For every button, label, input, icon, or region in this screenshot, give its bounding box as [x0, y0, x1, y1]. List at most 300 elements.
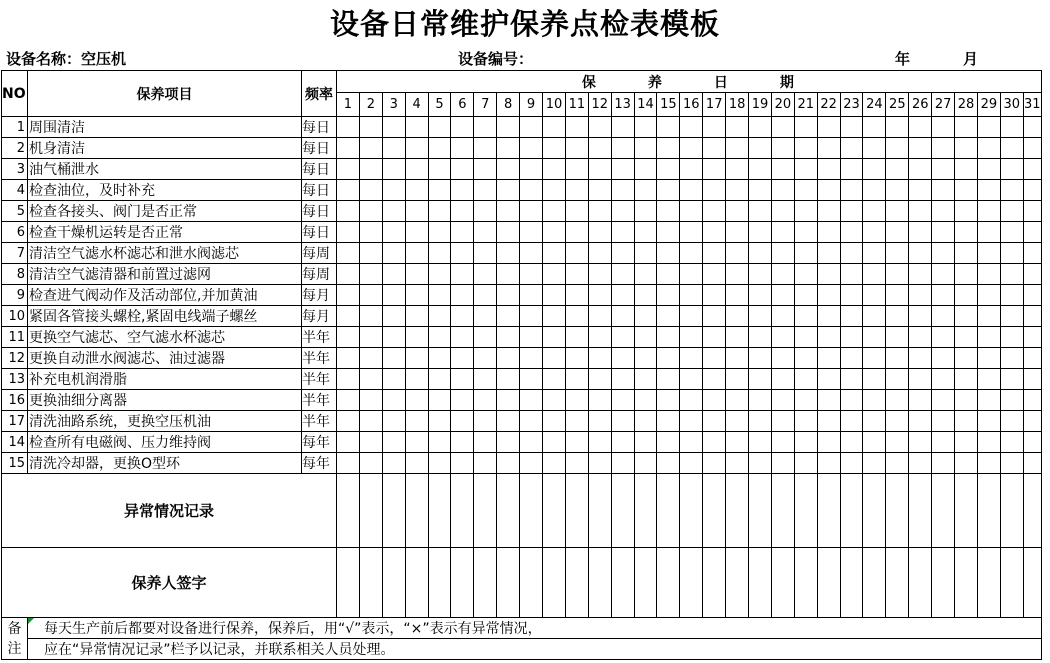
- check-cell[interactable]: [428, 138, 451, 159]
- check-cell[interactable]: [1000, 117, 1023, 138]
- signature-cell[interactable]: [474, 548, 497, 618]
- check-cell[interactable]: [863, 306, 886, 327]
- check-cell[interactable]: [611, 327, 634, 348]
- check-cell[interactable]: [657, 348, 680, 369]
- check-cell[interactable]: [955, 390, 978, 411]
- check-cell[interactable]: [1023, 369, 1041, 390]
- check-cell[interactable]: [840, 327, 863, 348]
- check-cell[interactable]: [817, 117, 840, 138]
- check-cell[interactable]: [451, 306, 474, 327]
- check-cell[interactable]: [977, 390, 1000, 411]
- check-cell[interactable]: [726, 285, 749, 306]
- check-cell[interactable]: [1023, 201, 1041, 222]
- signature-cell[interactable]: [977, 548, 1000, 618]
- check-cell[interactable]: [405, 432, 428, 453]
- check-cell[interactable]: [840, 390, 863, 411]
- check-cell[interactable]: [588, 432, 611, 453]
- check-cell[interactable]: [543, 306, 566, 327]
- check-cell[interactable]: [863, 285, 886, 306]
- check-cell[interactable]: [1000, 159, 1023, 180]
- check-cell[interactable]: [337, 348, 360, 369]
- check-cell[interactable]: [382, 369, 405, 390]
- check-cell[interactable]: [680, 117, 703, 138]
- check-cell[interactable]: [497, 369, 520, 390]
- check-cell[interactable]: [451, 243, 474, 264]
- check-cell[interactable]: [840, 159, 863, 180]
- check-cell[interactable]: [1000, 180, 1023, 201]
- check-cell[interactable]: [703, 411, 726, 432]
- check-cell[interactable]: [337, 117, 360, 138]
- check-cell[interactable]: [497, 201, 520, 222]
- check-cell[interactable]: [428, 201, 451, 222]
- check-cell[interactable]: [749, 264, 772, 285]
- abnormal-record-cell[interactable]: [955, 474, 978, 548]
- check-cell[interactable]: [588, 369, 611, 390]
- check-cell[interactable]: [817, 411, 840, 432]
- check-cell[interactable]: [794, 180, 817, 201]
- check-cell[interactable]: [977, 201, 1000, 222]
- check-cell[interactable]: [977, 411, 1000, 432]
- check-cell[interactable]: [886, 222, 909, 243]
- check-cell[interactable]: [543, 138, 566, 159]
- check-cell[interactable]: [337, 138, 360, 159]
- check-cell[interactable]: [474, 180, 497, 201]
- check-cell[interactable]: [749, 411, 772, 432]
- signature-cell[interactable]: [520, 548, 543, 618]
- check-cell[interactable]: [359, 138, 382, 159]
- check-cell[interactable]: [840, 285, 863, 306]
- check-cell[interactable]: [359, 243, 382, 264]
- check-cell[interactable]: [520, 390, 543, 411]
- check-cell[interactable]: [634, 327, 657, 348]
- check-cell[interactable]: [932, 243, 955, 264]
- check-cell[interactable]: [451, 159, 474, 180]
- check-cell[interactable]: [337, 390, 360, 411]
- check-cell[interactable]: [977, 327, 1000, 348]
- check-cell[interactable]: [955, 306, 978, 327]
- check-cell[interactable]: [543, 348, 566, 369]
- check-cell[interactable]: [771, 201, 794, 222]
- check-cell[interactable]: [543, 117, 566, 138]
- check-cell[interactable]: [565, 201, 588, 222]
- check-cell[interactable]: [405, 201, 428, 222]
- check-cell[interactable]: [359, 285, 382, 306]
- signature-cell[interactable]: [817, 548, 840, 618]
- check-cell[interactable]: [1023, 222, 1041, 243]
- check-cell[interactable]: [1023, 159, 1041, 180]
- check-cell[interactable]: [337, 453, 360, 474]
- check-cell[interactable]: [955, 285, 978, 306]
- check-cell[interactable]: [863, 453, 886, 474]
- check-cell[interactable]: [817, 201, 840, 222]
- signature-cell[interactable]: [497, 548, 520, 618]
- check-cell[interactable]: [840, 411, 863, 432]
- check-cell[interactable]: [428, 327, 451, 348]
- check-cell[interactable]: [977, 222, 1000, 243]
- check-cell[interactable]: [611, 348, 634, 369]
- check-cell[interactable]: [405, 390, 428, 411]
- check-cell[interactable]: [428, 285, 451, 306]
- check-cell[interactable]: [451, 222, 474, 243]
- check-cell[interactable]: [1023, 180, 1041, 201]
- abnormal-record-cell[interactable]: [543, 474, 566, 548]
- check-cell[interactable]: [909, 411, 932, 432]
- check-cell[interactable]: [771, 138, 794, 159]
- check-cell[interactable]: [474, 453, 497, 474]
- check-cell[interactable]: [497, 327, 520, 348]
- check-cell[interactable]: [771, 348, 794, 369]
- check-cell[interactable]: [451, 201, 474, 222]
- check-cell[interactable]: [359, 327, 382, 348]
- check-cell[interactable]: [932, 306, 955, 327]
- check-cell[interactable]: [817, 285, 840, 306]
- check-cell[interactable]: [726, 432, 749, 453]
- check-cell[interactable]: [634, 348, 657, 369]
- check-cell[interactable]: [1023, 264, 1041, 285]
- signature-cell[interactable]: [382, 548, 405, 618]
- check-cell[interactable]: [337, 159, 360, 180]
- signature-cell[interactable]: [863, 548, 886, 618]
- check-cell[interactable]: [382, 159, 405, 180]
- check-cell[interactable]: [474, 159, 497, 180]
- check-cell[interactable]: [749, 306, 772, 327]
- check-cell[interactable]: [405, 138, 428, 159]
- check-cell[interactable]: [451, 117, 474, 138]
- check-cell[interactable]: [886, 390, 909, 411]
- check-cell[interactable]: [359, 411, 382, 432]
- check-cell[interactable]: [451, 264, 474, 285]
- check-cell[interactable]: [840, 201, 863, 222]
- check-cell[interactable]: [588, 453, 611, 474]
- check-cell[interactable]: [543, 390, 566, 411]
- check-cell[interactable]: [726, 369, 749, 390]
- check-cell[interactable]: [405, 306, 428, 327]
- check-cell[interactable]: [382, 201, 405, 222]
- check-cell[interactable]: [886, 180, 909, 201]
- check-cell[interactable]: [771, 222, 794, 243]
- check-cell[interactable]: [909, 201, 932, 222]
- check-cell[interactable]: [497, 117, 520, 138]
- check-cell[interactable]: [840, 180, 863, 201]
- check-cell[interactable]: [1000, 390, 1023, 411]
- check-cell[interactable]: [863, 369, 886, 390]
- check-cell[interactable]: [771, 306, 794, 327]
- abnormal-record-cell[interactable]: [794, 474, 817, 548]
- check-cell[interactable]: [680, 285, 703, 306]
- check-cell[interactable]: [634, 138, 657, 159]
- check-cell[interactable]: [909, 264, 932, 285]
- check-cell[interactable]: [1000, 432, 1023, 453]
- check-cell[interactable]: [840, 264, 863, 285]
- check-cell[interactable]: [817, 348, 840, 369]
- check-cell[interactable]: [634, 285, 657, 306]
- check-cell[interactable]: [451, 327, 474, 348]
- check-cell[interactable]: [565, 453, 588, 474]
- check-cell[interactable]: [680, 222, 703, 243]
- check-cell[interactable]: [359, 348, 382, 369]
- abnormal-record-cell[interactable]: [932, 474, 955, 548]
- signature-cell[interactable]: [771, 548, 794, 618]
- check-cell[interactable]: [955, 117, 978, 138]
- check-cell[interactable]: [1023, 306, 1041, 327]
- check-cell[interactable]: [543, 201, 566, 222]
- check-cell[interactable]: [497, 243, 520, 264]
- check-cell[interactable]: [1000, 348, 1023, 369]
- check-cell[interactable]: [405, 348, 428, 369]
- check-cell[interactable]: [749, 369, 772, 390]
- check-cell[interactable]: [863, 243, 886, 264]
- check-cell[interactable]: [977, 306, 1000, 327]
- check-cell[interactable]: [703, 453, 726, 474]
- check-cell[interactable]: [428, 264, 451, 285]
- check-cell[interactable]: [565, 327, 588, 348]
- check-cell[interactable]: [977, 159, 1000, 180]
- check-cell[interactable]: [588, 180, 611, 201]
- check-cell[interactable]: [794, 159, 817, 180]
- check-cell[interactable]: [588, 306, 611, 327]
- check-cell[interactable]: [1000, 306, 1023, 327]
- check-cell[interactable]: [932, 285, 955, 306]
- check-cell[interactable]: [840, 222, 863, 243]
- check-cell[interactable]: [794, 222, 817, 243]
- signature-cell[interactable]: [886, 548, 909, 618]
- check-cell[interactable]: [520, 369, 543, 390]
- check-cell[interactable]: [794, 285, 817, 306]
- signature-cell[interactable]: [680, 548, 703, 618]
- check-cell[interactable]: [382, 390, 405, 411]
- check-cell[interactable]: [359, 201, 382, 222]
- check-cell[interactable]: [474, 243, 497, 264]
- check-cell[interactable]: [977, 369, 1000, 390]
- check-cell[interactable]: [977, 117, 1000, 138]
- check-cell[interactable]: [634, 411, 657, 432]
- check-cell[interactable]: [337, 201, 360, 222]
- check-cell[interactable]: [955, 222, 978, 243]
- check-cell[interactable]: [405, 327, 428, 348]
- signature-cell[interactable]: [932, 548, 955, 618]
- check-cell[interactable]: [428, 180, 451, 201]
- signature-cell[interactable]: [428, 548, 451, 618]
- check-cell[interactable]: [680, 369, 703, 390]
- check-cell[interactable]: [1000, 201, 1023, 222]
- check-cell[interactable]: [840, 306, 863, 327]
- check-cell[interactable]: [886, 117, 909, 138]
- check-cell[interactable]: [932, 159, 955, 180]
- check-cell[interactable]: [1023, 390, 1041, 411]
- signature-cell[interactable]: [565, 548, 588, 618]
- check-cell[interactable]: [497, 432, 520, 453]
- check-cell[interactable]: [932, 390, 955, 411]
- check-cell[interactable]: [382, 264, 405, 285]
- check-cell[interactable]: [543, 159, 566, 180]
- check-cell[interactable]: [817, 159, 840, 180]
- check-cell[interactable]: [680, 306, 703, 327]
- check-cell[interactable]: [565, 159, 588, 180]
- check-cell[interactable]: [634, 159, 657, 180]
- abnormal-record-cell[interactable]: [749, 474, 772, 548]
- check-cell[interactable]: [863, 138, 886, 159]
- check-cell[interactable]: [382, 285, 405, 306]
- check-cell[interactable]: [955, 159, 978, 180]
- check-cell[interactable]: [749, 180, 772, 201]
- check-cell[interactable]: [955, 201, 978, 222]
- check-cell[interactable]: [520, 159, 543, 180]
- check-cell[interactable]: [703, 390, 726, 411]
- check-cell[interactable]: [337, 306, 360, 327]
- check-cell[interactable]: [794, 327, 817, 348]
- check-cell[interactable]: [657, 222, 680, 243]
- check-cell[interactable]: [955, 138, 978, 159]
- check-cell[interactable]: [565, 369, 588, 390]
- check-cell[interactable]: [634, 390, 657, 411]
- abnormal-record-cell[interactable]: [977, 474, 1000, 548]
- check-cell[interactable]: [428, 243, 451, 264]
- check-cell[interactable]: [611, 117, 634, 138]
- check-cell[interactable]: [726, 264, 749, 285]
- check-cell[interactable]: [932, 201, 955, 222]
- check-cell[interactable]: [955, 453, 978, 474]
- check-cell[interactable]: [703, 243, 726, 264]
- check-cell[interactable]: [1023, 243, 1041, 264]
- check-cell[interactable]: [726, 453, 749, 474]
- abnormal-record-cell[interactable]: [451, 474, 474, 548]
- check-cell[interactable]: [428, 348, 451, 369]
- check-cell[interactable]: [955, 369, 978, 390]
- check-cell[interactable]: [955, 243, 978, 264]
- check-cell[interactable]: [703, 369, 726, 390]
- check-cell[interactable]: [382, 306, 405, 327]
- check-cell[interactable]: [657, 390, 680, 411]
- check-cell[interactable]: [428, 117, 451, 138]
- check-cell[interactable]: [474, 138, 497, 159]
- check-cell[interactable]: [932, 411, 955, 432]
- check-cell[interactable]: [451, 390, 474, 411]
- check-cell[interactable]: [749, 453, 772, 474]
- abnormal-record-cell[interactable]: [657, 474, 680, 548]
- check-cell[interactable]: [543, 369, 566, 390]
- check-cell[interactable]: [520, 432, 543, 453]
- check-cell[interactable]: [932, 222, 955, 243]
- check-cell[interactable]: [977, 243, 1000, 264]
- check-cell[interactable]: [680, 348, 703, 369]
- check-cell[interactable]: [405, 264, 428, 285]
- check-cell[interactable]: [543, 327, 566, 348]
- check-cell[interactable]: [474, 222, 497, 243]
- check-cell[interactable]: [520, 243, 543, 264]
- check-cell[interactable]: [726, 117, 749, 138]
- check-cell[interactable]: [520, 264, 543, 285]
- check-cell[interactable]: [1000, 243, 1023, 264]
- signature-cell[interactable]: [337, 548, 360, 618]
- check-cell[interactable]: [680, 453, 703, 474]
- check-cell[interactable]: [955, 264, 978, 285]
- check-cell[interactable]: [726, 306, 749, 327]
- check-cell[interactable]: [909, 306, 932, 327]
- check-cell[interactable]: [1000, 264, 1023, 285]
- check-cell[interactable]: [611, 243, 634, 264]
- abnormal-record-cell[interactable]: [1023, 474, 1041, 548]
- check-cell[interactable]: [588, 327, 611, 348]
- check-cell[interactable]: [932, 453, 955, 474]
- check-cell[interactable]: [886, 138, 909, 159]
- check-cell[interactable]: [863, 201, 886, 222]
- check-cell[interactable]: [863, 180, 886, 201]
- check-cell[interactable]: [634, 180, 657, 201]
- check-cell[interactable]: [840, 243, 863, 264]
- check-cell[interactable]: [932, 117, 955, 138]
- check-cell[interactable]: [657, 117, 680, 138]
- check-cell[interactable]: [359, 432, 382, 453]
- check-cell[interactable]: [909, 138, 932, 159]
- check-cell[interactable]: [817, 243, 840, 264]
- check-cell[interactable]: [451, 411, 474, 432]
- check-cell[interactable]: [680, 411, 703, 432]
- check-cell[interactable]: [543, 243, 566, 264]
- check-cell[interactable]: [497, 285, 520, 306]
- check-cell[interactable]: [451, 285, 474, 306]
- check-cell[interactable]: [543, 222, 566, 243]
- abnormal-record-cell[interactable]: [588, 474, 611, 548]
- check-cell[interactable]: [1000, 138, 1023, 159]
- check-cell[interactable]: [680, 327, 703, 348]
- signature-cell[interactable]: [909, 548, 932, 618]
- check-cell[interactable]: [543, 285, 566, 306]
- check-cell[interactable]: [703, 180, 726, 201]
- check-cell[interactable]: [451, 369, 474, 390]
- check-cell[interactable]: [909, 159, 932, 180]
- check-cell[interactable]: [794, 201, 817, 222]
- check-cell[interactable]: [588, 285, 611, 306]
- check-cell[interactable]: [886, 411, 909, 432]
- check-cell[interactable]: [588, 348, 611, 369]
- check-cell[interactable]: [405, 369, 428, 390]
- check-cell[interactable]: [611, 180, 634, 201]
- check-cell[interactable]: [611, 453, 634, 474]
- check-cell[interactable]: [428, 306, 451, 327]
- check-cell[interactable]: [543, 432, 566, 453]
- check-cell[interactable]: [1023, 432, 1041, 453]
- check-cell[interactable]: [771, 285, 794, 306]
- check-cell[interactable]: [474, 411, 497, 432]
- check-cell[interactable]: [817, 432, 840, 453]
- check-cell[interactable]: [863, 159, 886, 180]
- abnormal-record-cell[interactable]: [680, 474, 703, 548]
- check-cell[interactable]: [863, 222, 886, 243]
- check-cell[interactable]: [817, 306, 840, 327]
- check-cell[interactable]: [382, 411, 405, 432]
- signature-cell[interactable]: [955, 548, 978, 618]
- abnormal-record-cell[interactable]: [1000, 474, 1023, 548]
- check-cell[interactable]: [428, 222, 451, 243]
- check-cell[interactable]: [749, 390, 772, 411]
- check-cell[interactable]: [932, 432, 955, 453]
- check-cell[interactable]: [382, 348, 405, 369]
- check-cell[interactable]: [337, 180, 360, 201]
- check-cell[interactable]: [794, 243, 817, 264]
- check-cell[interactable]: [497, 159, 520, 180]
- check-cell[interactable]: [1023, 348, 1041, 369]
- check-cell[interactable]: [634, 117, 657, 138]
- check-cell[interactable]: [909, 117, 932, 138]
- check-cell[interactable]: [726, 222, 749, 243]
- check-cell[interactable]: [794, 390, 817, 411]
- check-cell[interactable]: [474, 327, 497, 348]
- check-cell[interactable]: [588, 117, 611, 138]
- check-cell[interactable]: [909, 180, 932, 201]
- check-cell[interactable]: [1000, 327, 1023, 348]
- check-cell[interactable]: [703, 327, 726, 348]
- check-cell[interactable]: [588, 390, 611, 411]
